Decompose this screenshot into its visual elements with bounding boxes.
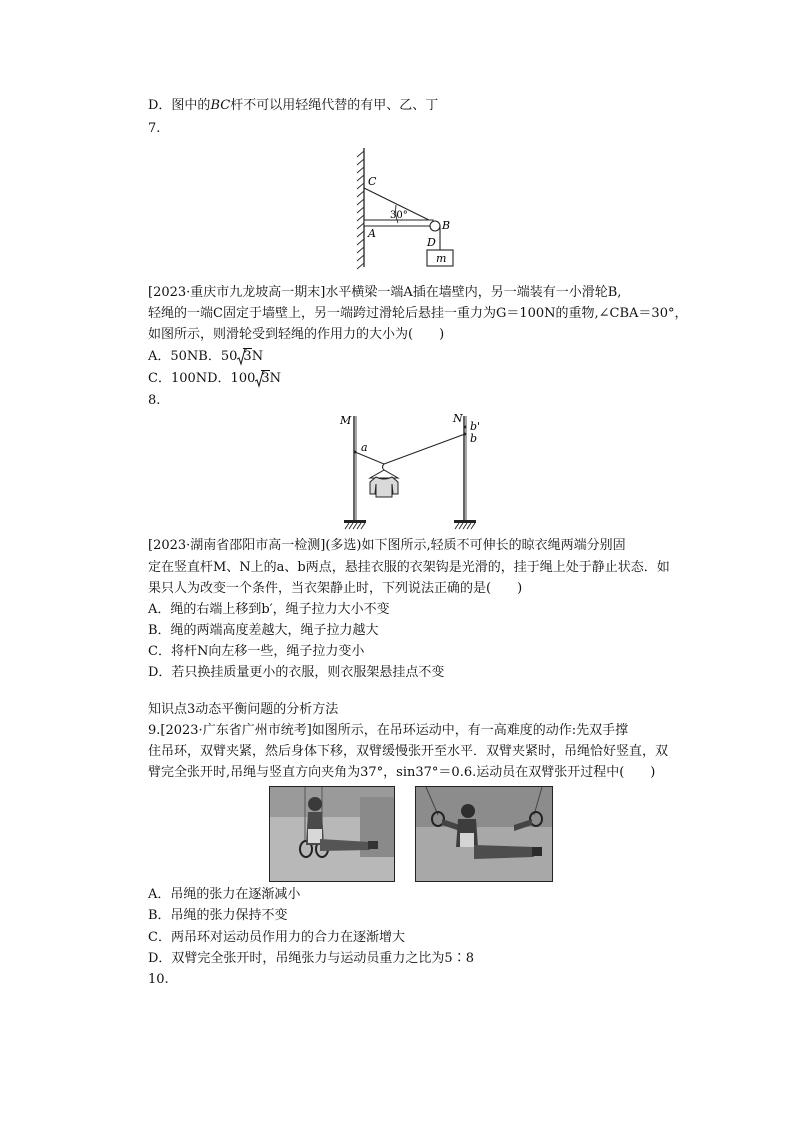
q7-label-m: m xyxy=(436,252,447,265)
q9-option-a: A．吊绳的张力在逐渐减小 xyxy=(148,887,301,902)
q7-pulley-b xyxy=(430,221,440,231)
q8-clothes xyxy=(370,477,398,497)
q8-option-c: C．将杆N向左移一些，绳子拉力变小 xyxy=(148,644,365,659)
q8-stem-line2: 定在竖直杆M、N上的a、b两点，悬挂衣服的衣架钩是光滑的，挂于绳上处于静止状态．如 xyxy=(148,560,670,575)
q7-label-c: C xyxy=(368,175,377,188)
q8-hanger xyxy=(370,470,398,478)
q7-label-a: A xyxy=(368,227,376,240)
q7-option-ab xyxy=(148,348,263,366)
q7-stem-line3: 如图所示，则滑轮受到轻绳的作用力的大小为( ) xyxy=(148,327,445,342)
q9-option-d: D．双臂完全张开时，吊绳张力与运动员重力之比为5∶8 xyxy=(148,951,474,966)
q8-rope xyxy=(355,452,384,464)
q7-opt-d-unit: N xyxy=(269,371,282,386)
q7-label-d: D xyxy=(427,236,436,249)
q7-opt-d-sqrt xyxy=(255,370,269,388)
q7-opt-b-sqrt xyxy=(237,348,251,366)
q7-stem-line1: [2023·重庆市九龙坡高一期末]水平横梁一端A插在墙壁内，另一端装有一小滑轮B, xyxy=(148,285,622,300)
q9-photo-arms-open xyxy=(415,786,553,882)
q9-stem-line3: 臂完全张开时,吊绳与竖直方向夹角为37°，sin37°＝0.6.运动员在双臂张开过程中( ) xyxy=(148,765,656,780)
q8-option-d: D．若只换挂质量更小的衣服，则衣服架悬挂点不变 xyxy=(148,665,445,680)
q7-opt-b-radicand: 3 xyxy=(243,349,252,364)
q7-figure xyxy=(340,143,470,271)
q8-option-a: A．绳的右端上移到b′，绳子拉力大小不变 xyxy=(148,602,390,617)
q9-option-c: C．两吊环对运动员作用力的合力在逐渐增大 xyxy=(148,930,405,945)
gymnast-open-image xyxy=(416,787,552,881)
q8-stem-line1: [2023·湖南省邵阳市高一检测](多选)如下图所示,轻质不可伸长的晾衣绳两端分别固 xyxy=(148,538,626,553)
q7-option-cd xyxy=(148,370,281,388)
q6-optd-var: BC xyxy=(210,98,231,113)
q9-stem-line1: 9.[2023·广东省广州市统考]如图所示，在吊环运动中，有一高难度的动作:先双手撑 xyxy=(148,723,629,738)
q7-stem-line2: 轻绳的一端C固定于墙壁上，另一端跨过滑轮后悬挂一重力为G＝100N的重物,∠CBA＝30°， xyxy=(148,306,688,321)
q7-opt-d-radicand: 3 xyxy=(261,371,270,386)
q8-label-a: a xyxy=(361,441,368,454)
q8-option-b: B．绳的两端高度差越大，绳子拉力越大 xyxy=(148,623,379,638)
q8-label-m: M xyxy=(340,414,352,427)
q10-number: 10. xyxy=(148,972,169,987)
section3-title: 知识点3动态平衡问题的分析方法 xyxy=(148,702,339,717)
gymnast-closed-image xyxy=(270,787,394,881)
q8-figure xyxy=(330,408,490,532)
q7-label-b: B xyxy=(442,219,451,232)
q8-stem-line3: 果只人为改变一个条件，当衣架静止时，下列说法正确的是( ) xyxy=(148,581,523,596)
q8-number: 8. xyxy=(148,393,161,408)
q9-stem-line2: 住吊环，双臂夹紧，然后身体下移，双臂缓慢张开至水平．双臂夹紧时，吊绳恰好竖直，双 xyxy=(148,744,669,759)
q9-option-b: B．吊绳的张力保持不变 xyxy=(148,908,288,923)
q7-opt-a-text: A．50NB．50 xyxy=(148,349,238,364)
q8-label-b: b xyxy=(470,432,478,445)
q9-photo-arms-closed xyxy=(269,786,395,882)
q8-label-n: N xyxy=(453,412,463,425)
q7-opt-b-unit: N xyxy=(251,349,264,364)
q7-label-angle: 30° xyxy=(390,210,408,221)
q7-number: 7. xyxy=(148,121,161,136)
q6-optd-suffix: 杆不可以用轻绳代替的有甲、乙、丁 xyxy=(230,98,439,113)
q6-option-d xyxy=(148,97,438,115)
q6-optd-prefix: D．图中的 xyxy=(148,98,211,113)
q8-label-bprime: b' xyxy=(470,420,481,433)
q7-opt-c-text: C．100ND．100 xyxy=(148,371,256,386)
